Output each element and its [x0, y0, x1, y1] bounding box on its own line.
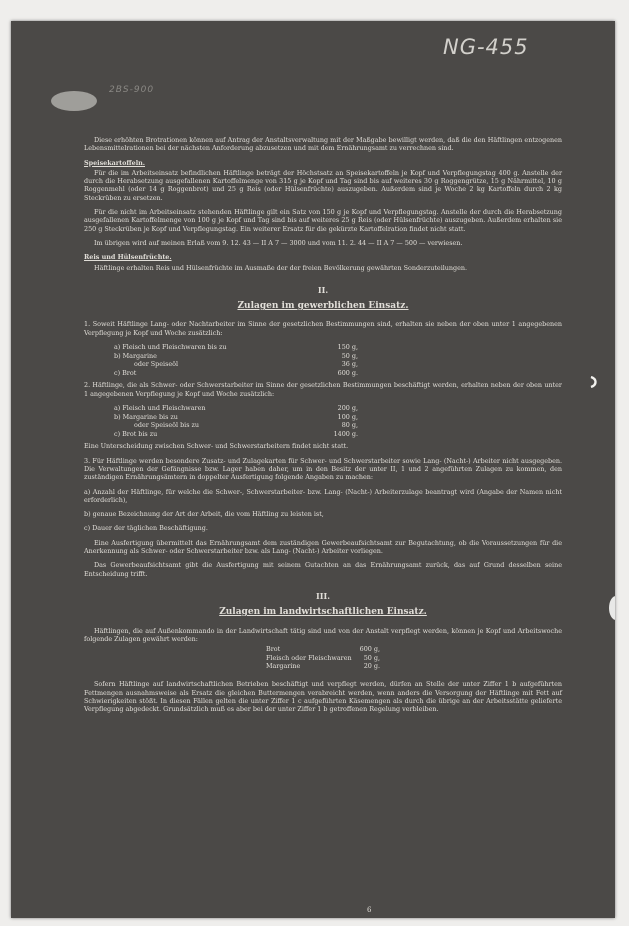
- heading-reis: Reis und Hülsenfrüchte.: [84, 253, 172, 262]
- paragraph: Sofern Häftlinge auf landwirtschaftlichen Betrieben beschäftigt und verpflegt werden, dürfen an Stelle der unter Ziffer 1 b aufgeführten Fettmengen ausnahmsweise als Ersatz die gleichen Buttermengen verabreicht werden, wenn anders die Versorgung der Häftlinge mit Fett auf Schwierigkeiten stößt. In diesen Fällen gelten die unter Ziffer 1 c aufgeführten Käsemengen als durch die übrige an der Arbeitsstätte gelieferte Verpflegung abgedeckt. Grundsätzlich muß es aber bei der unter Ziffer 1 b getroffenen Regelung verbleiben.: [84, 680, 562, 714]
- table-row: [262, 662, 384, 670]
- table-cell-label: a) Fleisch und Fleischwaren: [114, 404, 206, 413]
- faint-number-annotation: 2BS-900: [109, 85, 155, 95]
- document-page: [11, 21, 615, 918]
- list-item: 1. Soweit Häftlinge Lang- oder Nachtarbeiter im Sinne der gesetzlichen Bestimmungen sind, erhalten sie neben der oben unter 1 angegebenen Verpflegung je Kopf und Woche zusätzlich:: [84, 320, 562, 337]
- table-cell-value: 150 g,: [337, 343, 358, 352]
- intro-paragraph: Diese erhöhten Brotrationen können auf Antrag der Anstaltsverwaltung mit der Maßgabe bewilligt werden, daß die den Häftlingen entzogenen Lebensmittelrationen bei der nächsten Anforderung abzusetzen und mit dem Ernährungsamt zu verrechnen sind.: [84, 136, 562, 153]
- table-cell-value: 50 g,: [363, 653, 380, 662]
- table-row: [114, 369, 362, 378]
- table-cell-label: Margarine: [266, 661, 301, 670]
- table-row: [114, 421, 362, 430]
- table-cell-value: 1400 g.: [333, 429, 358, 438]
- ration-table-1: [114, 343, 362, 377]
- table-cell-label: b) Margarine bis zu: [114, 412, 178, 421]
- paragraph: Häftlinge erhalten Reis und Hülsenfrüchte im Ausmaße der der freien Bevölkerung gewährten Sonderzuteilungen.: [94, 263, 468, 272]
- table-cell-value: 36 g,: [341, 360, 358, 369]
- table-cell-value: 100 g,: [337, 412, 358, 421]
- sub-item: b) genaue Bezeichnung der Art der Arbeit, die vom Häftling zu leisten ist,: [84, 510, 324, 519]
- table-cell-value: 600 g,: [359, 645, 380, 654]
- heading-speisekartoffeln: Speisekartoffeln.: [84, 158, 146, 167]
- table-row: [262, 654, 384, 662]
- page-number: 6: [367, 906, 372, 914]
- section-number: III.: [315, 590, 330, 601]
- paper-stain: [51, 91, 97, 111]
- table-row: [114, 360, 362, 369]
- archive-number-annotation: NG-455: [443, 35, 529, 59]
- table-row: [114, 404, 362, 413]
- table-cell-value: 200 g,: [337, 404, 358, 413]
- table-row: [262, 645, 384, 653]
- table-row: [114, 343, 362, 352]
- table-cell-value: 20 g.: [363, 661, 380, 670]
- document-body: [84, 136, 562, 720]
- note: Eine Unterscheidung zwischen Schwer- und Schwerstarbeitern findet nicht statt.: [84, 442, 349, 451]
- table-cell-label: Brot: [266, 645, 281, 654]
- list-item: 2. Häftlinge, die als Schwer- oder Schwerstarbeiter im Sinne der gesetzlichen Bestimmungen beschäftigt werden, erhalten neben der oben unter 1 angegebenen Verpflegung je Kopf und Woche zusätzlich:: [84, 381, 562, 398]
- table-cell-value: 600 g.: [337, 368, 358, 377]
- table-cell-label: b) Margarine: [114, 351, 157, 360]
- sub-item: a) Anzahl der Häftlinge, für welche die Schwer-, Schwerstarbeiter- bzw. Lang- (Nacht-) Arbeiterzulage beantragt wird (Angabe der Namen nicht erforderlich),: [84, 487, 562, 504]
- table-cell-label: a) Fleisch und Fleischwaren bis zu: [114, 343, 227, 352]
- paragraph: Eine Ausfertigung übermittelt das Ernährungsamt dem zuständigen Gewerbeaufsichtsamt zur Begutachtung, ob die Voraussetzungen für die Anerkennung als Schwer- oder Schwerstarbeiter bzw. als Lang- (Nacht-) Arbeiter vorliegen.: [84, 538, 562, 556]
- list-item: 3. Für Häftlinge werden besondere Zusatz- und Zulagekarten für Schwer- und Schwerstarbeiter sowie Lang- (Nacht-) Arbeiter nicht ausgegeben. Die Verwaltungen der Gefängnisse bzw. Lager haben daher, um in den Besitz der unter II, 1 und 2 angeführten Zulagen zu kommen, den zuständigen Ernährungsämtern in doppelter Ausfertigung folgende Angaben zu machen:: [84, 456, 562, 482]
- paragraph: Häftlingen, die auf Außenkommando in der Landwirtschaft tätig sind und von der Anstalt verpflegt werden, können je Kopf und Arbeitswoche folgende Zulagen gewährt werden:: [84, 626, 562, 643]
- table-cell-label: Fleisch oder Fleischwaren: [266, 653, 352, 662]
- binder-hole-mark: [589, 373, 599, 385]
- paragraph: Das Gewerbeaufsichtsamt gibt die Ausfertigung mit seinem Gutachten an das Ernährungsamt zurück, das auf Grund desselben seine Entscheidung trifft.: [84, 561, 562, 578]
- table-cell-label: oder Speiseöl bis zu: [134, 421, 200, 430]
- section-title: Zulagen im gewerblichen Einsatz.: [237, 301, 409, 312]
- ration-table-3: [262, 645, 384, 670]
- section-number: II.: [317, 284, 329, 295]
- table-row: [114, 430, 362, 439]
- table-row: [114, 352, 362, 361]
- table-cell-value: 50 g,: [341, 351, 358, 360]
- ration-table-2: [114, 404, 362, 438]
- paragraph: Für die nicht im Arbeitseinsatz stehenden Häftlinge gilt ein Satz von 150 g je Kopf und Verpflegungstag. Anstelle der durch die Herabsetzung ausgefallenen Kartoffelmenge von 100 g je Kopf und Tag sind bis auf weiteres 25 g Reis (oder Hülsenfrüchte) auszugeben. Außerdem erhalten sie 250 g Steckrüben je Kopf und Verpflegungstag. Ein weiterer Ersatz für die gekürzte Kartoffelration findet nicht statt.: [84, 208, 562, 233]
- paragraph: Für die im Arbeitseinsatz befindlichen Häftlinge beträgt der Höchstsatz an Speisekartoffeln je Kopf und Verpflegungstag 400 g. Anstelle der durch die Herabsetzung ausgefallenen Kartoffelmenge von 315 g je Kopf und Tag sind bis auf weiteres 30 g Roggengrütze, 15 g Nährmittel, 10 g Roggenmehl (oder 14 g Roggenbrot) und 25 g Reis (oder Hülsenfrüchte) auszugeben. Außerdem sind je Woche 2 kg Kartoffeln durch 2 kg Steckrüben zu ersetzen.: [84, 168, 562, 202]
- paper-stain: [609, 596, 615, 620]
- table-cell-value: 80 g,: [341, 421, 358, 430]
- paragraph: Im übrigen wird auf meinen Erlaß vom 9. 12. 43 — II A 7 — 3000 und vom 11. 2. 44 — II A 7 — 500 — verwiesen.: [94, 238, 463, 247]
- table-cell-label: c) Brot bis zu: [114, 429, 158, 438]
- section-title: Zulagen im landwirtschaftlichen Einsatz.: [219, 607, 427, 618]
- table-cell-label: c) Brot: [114, 368, 137, 377]
- table-row: [114, 413, 362, 422]
- table-cell-label: oder Speiseöl: [134, 360, 179, 369]
- sub-item: c) Dauer der täglichen Beschäftigung.: [84, 524, 208, 533]
